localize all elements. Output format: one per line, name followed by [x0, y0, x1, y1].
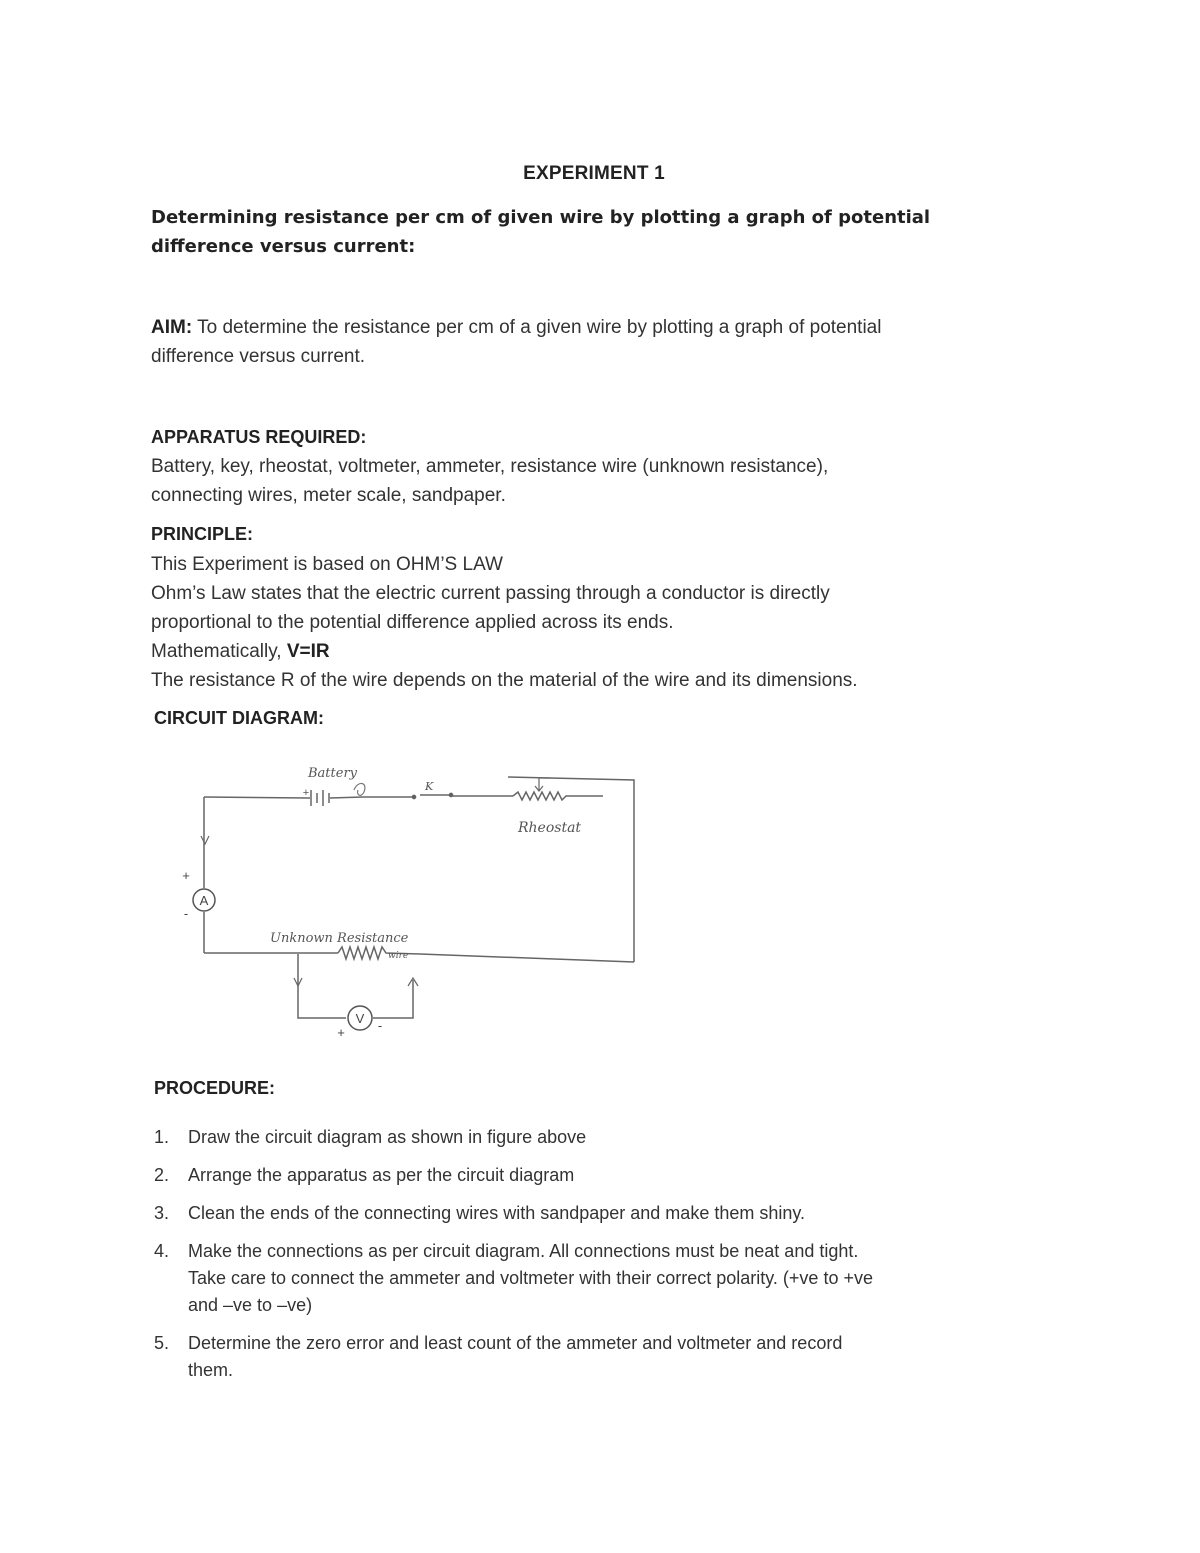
circuit-diagram	[158, 740, 658, 1058]
principle-heading: PRINCIPLE:	[151, 524, 254, 544]
step-text-line: Clean the ends of the connecting wires with sandpaper and make them shiny.	[188, 1203, 806, 1223]
procedure-heading: PROCEDURE:	[154, 1078, 276, 1098]
procedure-step	[151, 1200, 1011, 1227]
step-text-line: Determine the zero error and least count of the ammeter and voltmeter and record	[188, 1333, 843, 1353]
circuit-diagram-heading: CIRCUIT DIAGRAM:	[154, 708, 324, 728]
step-number: 2.	[154, 1165, 170, 1185]
principle-line-2: Ohm’s Law states that the electric current passing through a conductor is directly	[151, 583, 830, 604]
principle-line-4	[151, 637, 1021, 666]
apparatus-heading: APPARATUS REQUIRED:	[151, 427, 367, 447]
ammeter-minus: -	[183, 906, 189, 921]
step-text-line: and –ve to –ve)	[188, 1295, 313, 1315]
rheostat-label: Rheostat	[518, 820, 582, 836]
top-wire-right	[508, 777, 634, 962]
apparatus-line-1: Battery, key, rheostat, voltmeter, ammeter, resistance wire (unknown resistance),	[151, 456, 829, 477]
ohms-law-formula: V=IR	[286, 641, 330, 662]
voltmeter-symbol	[337, 1006, 382, 1040]
principle-text	[151, 550, 1021, 695]
wire-label: wire	[388, 951, 409, 961]
formula-prefix: Mathematically,	[151, 641, 287, 662]
procedure-list	[151, 1124, 1011, 1395]
voltmeter-minus: -	[377, 1018, 383, 1033]
ammeter-plus: +	[182, 868, 190, 883]
page-title: EXPERIMENT 1	[523, 163, 665, 184]
step-text-line: them.	[188, 1360, 234, 1380]
ammeter-symbol	[182, 868, 215, 921]
battery-plus: +	[302, 787, 310, 799]
experiment-subtitle: Determining resistance per cm of given wire by plotting a graph of potential difference versus current:	[151, 207, 931, 257]
key-label: K	[425, 780, 434, 793]
aim-line-2: difference versus current.	[151, 346, 366, 367]
step-number: 1.	[154, 1127, 170, 1147]
step-text-line: Draw the circuit diagram as shown in figure above	[188, 1127, 587, 1147]
aim-label: AIM:	[151, 317, 193, 338]
procedure-step	[151, 1330, 1011, 1384]
aim-section	[151, 313, 1021, 371]
voltmeter-branch	[298, 954, 413, 1018]
voltmeter-label: V	[355, 1011, 365, 1026]
top-wire-left	[204, 797, 308, 798]
voltmeter-plus: +	[337, 1025, 345, 1040]
battery-symbol	[308, 790, 363, 806]
apparatus-text	[151, 452, 1021, 510]
step-text-line: Make the connections as per circuit diagram. All connections must be neat and tight.	[188, 1241, 859, 1261]
rheostat-symbol	[513, 792, 603, 800]
ammeter-label: A	[199, 893, 209, 908]
principle-line-1: This Experiment is based on OHM’S LAW	[151, 554, 503, 575]
step-number: 5.	[154, 1333, 170, 1353]
aim-text: To determine the resistance per cm of a given wire by plotting a graph of potential	[192, 317, 882, 338]
procedure-step	[151, 1162, 1011, 1189]
aim-line-1	[151, 313, 1021, 342]
step-text-line: Take care to connect the ammeter and voltmeter with their correct polarity. (+ve to +ve	[188, 1268, 873, 1288]
apparatus-line-2: connecting wires, meter scale, sandpaper.	[151, 485, 506, 506]
procedure-step	[151, 1238, 1011, 1319]
principle-line-5: The resistance R of the wire depends on the material of the wire and its dimensions.	[151, 670, 858, 691]
step-number: 3.	[154, 1203, 170, 1223]
principle-line-3: proportional to the potential difference applied across its ends.	[151, 612, 674, 633]
unknown-resistance-label: Unknown Resistance	[270, 931, 409, 946]
step-text-line: Arrange the apparatus as per the circuit diagram	[188, 1165, 575, 1185]
key-symbol	[363, 795, 450, 797]
procedure-step	[151, 1124, 1011, 1151]
step-number: 4.	[154, 1241, 170, 1261]
battery-label: Battery	[308, 766, 358, 781]
